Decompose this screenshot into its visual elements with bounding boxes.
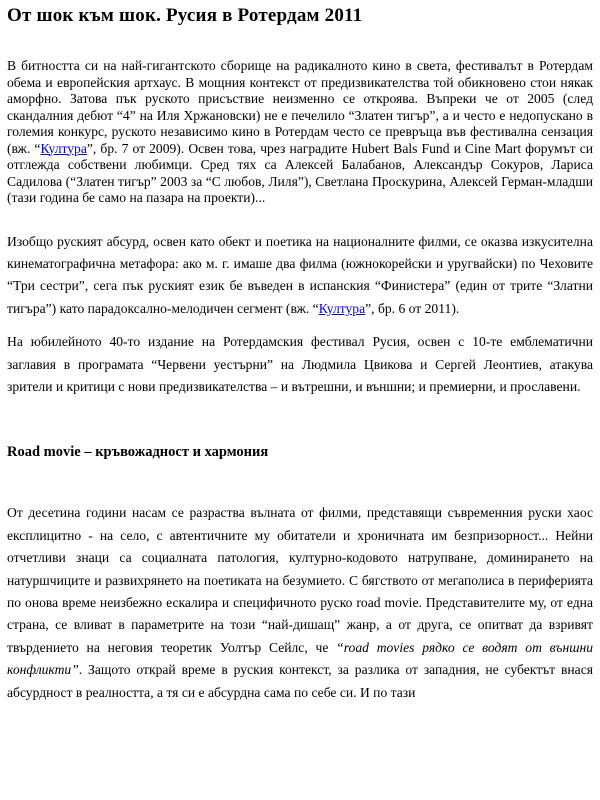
paragraph-road-movie (7, 502, 593, 704)
document-title: От шок към шок. Русия в Ротердам 2011 (7, 5, 363, 26)
paragraph-absurd (7, 231, 593, 321)
body-text: ”, бр. 6 от 2011). (365, 300, 460, 316)
kultura-link-1[interactable]: Култура (40, 140, 87, 156)
paragraph-jubilee (7, 331, 593, 398)
body-text: . Защото открай време в руския контекст, за разлика от западния, не субектът внася абсурдност в реалността, а тя си е абсурдна сама по себе си. И по тази (7, 662, 593, 700)
body-text: Изобщо руският абсурд, освен като обект и поетика на националните филми, се оказва изкусителна кинематографична метафора: ако м. г. имаше два филма (южнокорейски и уругвайски) по Чеховите “Три сестри”, сега пък руският език бе въведен в испанския “Финистера” (един от трите “Златни тигъра”) като парадоксално-мелодичен сегмент (вж. “ (7, 233, 593, 316)
kultura-link-2[interactable]: Култура (318, 300, 366, 316)
section-subheading: Road movie – кръвожадност и хармония (7, 444, 269, 461)
paragraph-intro (7, 58, 593, 207)
quoted-italic-text: “road movies рядко се водят от външни конфликти” (7, 639, 593, 678)
body-text: От десетина години насам се разраства вълната от филми, представящи съвременния руски хаос експлицитно - на село, с автентичните му обитатели и хроничната им безпризорност... Нейни отчетливи знаци са социалната патология, културно-кодовото натрупване, доминирането на натуршчиците и развихрянето на поетиката на безумието. С бягството от мегаполиса в периферията по онова време неизбежно ескалира и специфичното руско road movie. Представителите му, от една страна, се вливат в параметрите на този “най-дишащ” жанр, а от друга, се опитват да взривят твърдението на неговия теоретик Уолтър Сейлс, че (7, 505, 593, 655)
body-text: ”, бр. 7 от 2009). Освен това, чрез наградите Hubert Bals Fund и Cine Mart форумът си отглежда собствени любимци. Сред тях са Алексей Балабанов, Александър Сокуров, Лариса Садилова (“Златен тигър” 2003 за “С любов, Лиля”), Светлана Проскурина, Алексей Герман-младши (тази година бе само на пазара на проекти)... (7, 140, 594, 205)
body-text: В битността си на най-гигантското сборище на радикалното кино в света, фестивалът в Ротердам обема и европейския артхаус. В мощния контекст от предизвикателства той обикновено стои някак аморфно. Затова пък руското присъствие неизменно се откроява. Въпреки че от 2005 (след скандалния дебют “4” на Иля Хржановски) не е печелило “Златен тигър”, а и често е недопускано в големия конкурс, руското независимо кино в Ротердам често се превръща във фестивална сензация (вж. “ (7, 58, 593, 156)
body-text: На юбилейното 40-то издание на Ротердамския фестивал Русия, освен с 10-те емблематични заглавия в програмата “Червени уестърни” на Людмила Цвикова и Сергей Леонтиев, атакува зрители и критици с нови предизвикателства – и вътрешни, и външни; и премиерни, и прославени. (7, 334, 593, 394)
